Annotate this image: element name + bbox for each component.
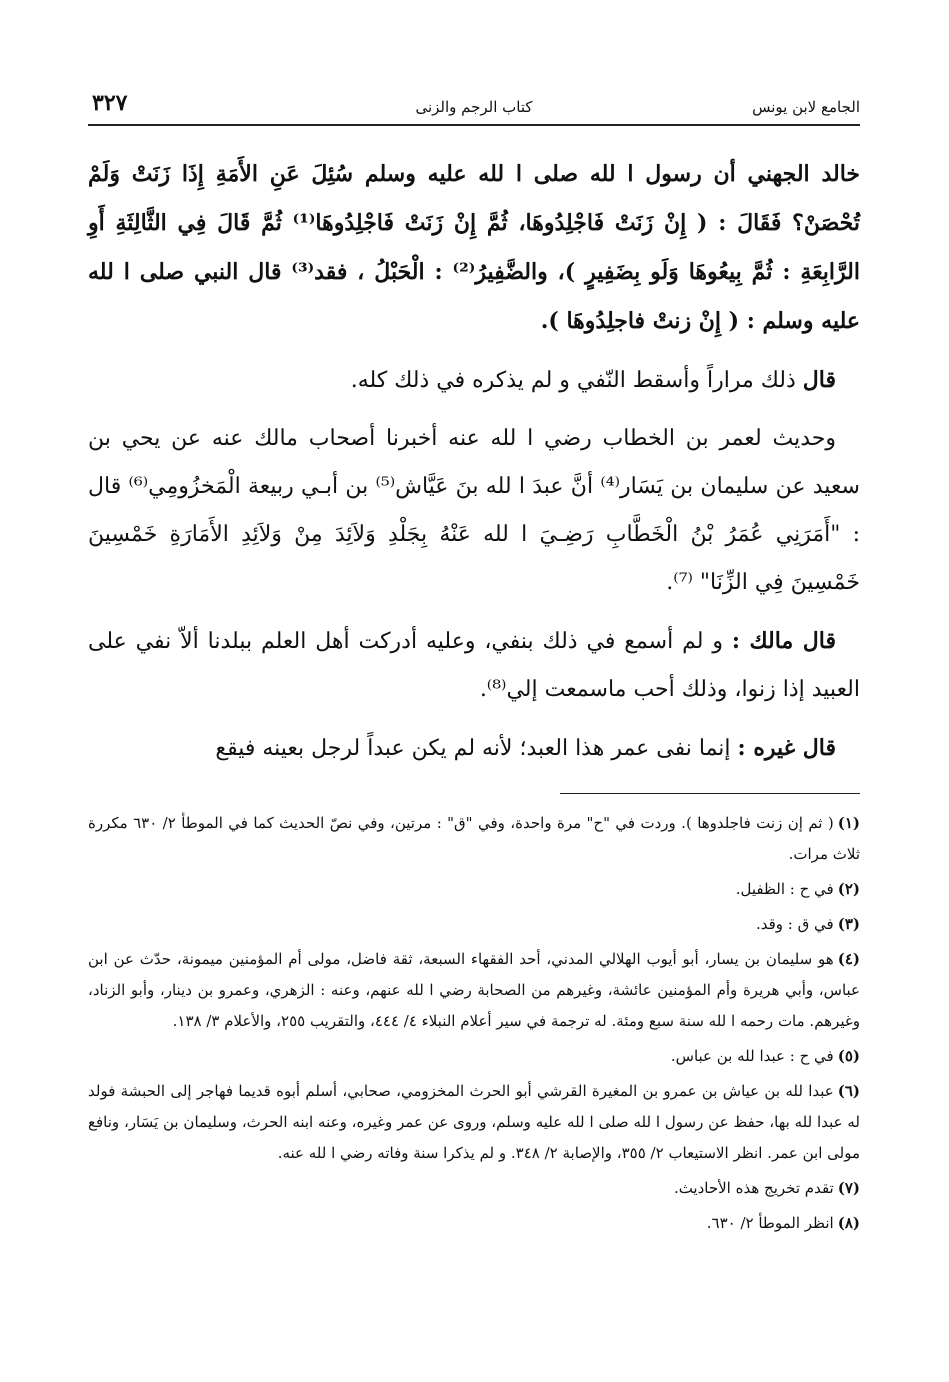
footnote <box>88 909 860 940</box>
footnote-number: (٧) <box>837 1179 860 1197</box>
footnote <box>88 1173 860 1204</box>
footnote-number: (٨) <box>837 1214 860 1232</box>
footnote <box>88 1208 860 1239</box>
footnote-number: (٢) <box>837 880 860 898</box>
footnote-number: (٤) <box>837 950 860 968</box>
footnote-separator <box>560 793 860 794</box>
footnote <box>88 1041 860 1072</box>
paragraph-4-lead: قال مالك : <box>731 628 836 654</box>
paragraph-2 <box>88 356 860 405</box>
paragraph-5 <box>88 724 860 773</box>
paragraph-4 <box>88 617 860 714</box>
footnote <box>88 874 860 905</box>
footnote-text: في ح : عبدا لله بن عباس. <box>670 1047 834 1065</box>
paragraph-3 <box>88 415 860 607</box>
footnote-text: تقدم تخريج هذه الأحاديث. <box>673 1179 834 1197</box>
page-number: ٣٢٧ <box>92 90 128 116</box>
paragraph-1 <box>88 150 860 346</box>
paragraph-2-text: ذلك مراراً وأسقط النّفي و لم يذكره في ذلك كله. <box>350 368 803 393</box>
paragraph-5-text: إنما نفى عمر هذا العبد؛ لأنه لم يكن عبداً لرجل بعينه فيقع <box>215 736 738 761</box>
running-header <box>88 90 860 126</box>
footnote-number: (٥) <box>837 1047 860 1065</box>
footnote-text: في ق : وقد. <box>755 915 834 933</box>
paragraph-5-lead: قال غيره : <box>737 735 836 761</box>
header-book-title: الجامع لابن يونس <box>752 98 860 116</box>
footnote <box>88 944 860 1037</box>
footnote-number: (٣) <box>837 915 860 933</box>
book-page <box>88 90 860 1243</box>
header-chapter-title: كتاب الرجم والزنى <box>415 98 533 116</box>
footnote-text: انظر الموطأ ٢/ ٦٣٠. <box>706 1214 834 1232</box>
footnote-text: في ح : الظفيل. <box>735 880 834 898</box>
footnote-number: (٦) <box>837 1082 860 1100</box>
paragraph-2-lead: قال <box>802 367 836 393</box>
footnotes <box>88 808 860 1239</box>
footnote <box>88 1076 860 1169</box>
footnote-number: (١) <box>837 814 861 832</box>
footnote-text: ( ثم إن زنت فاجلدوها ). وردت في "ح" مرة واحدة، وفي "ق" : مرتين، وفي نصّ الحديث كما في الموطأ ٢/ ٦٣٠ مكررة ثلاث مرات. <box>88 814 860 863</box>
paragraph-4-text: و لم أسمع في ذلك بنفي، وعليه أدركت أهل العلم ببلدنا ألاّ نفي على العبيد إذا زنوا، وذلك أحب ماسمعت إلي⁽⁸⁾. <box>88 629 860 702</box>
paragraph-3-text: وحديث لعمر بن الخطاب رضي ا لله عنه أخبرنا أصحاب مالك عنه عن يحي بن سعيد عن سليمان بن يَسَار⁽⁴⁾ أنَّ عبدَ ا لله بنَ عَيَّاش⁽⁵⁾ بن أبـي ربيعة الْمَخزُومِي⁽⁶⁾ قال : "أَمَرَنِي عُمَرُ بْنُ الْخَطَّابِ رَضِـيَ ا لله عَنْهُ بِجَلْدِ وَلاَئِدَ مِنْ وَلاَئِدِ الأَمَارَةِ خَمْسِينَ خَمْسِينَ فِي الزِّنَا" ⁽⁷⁾. <box>88 426 860 595</box>
paragraph-1-text: خالد الجهني أن رسول ا لله صلى ا لله عليه وسلم سُئِلَ عَنِ الأَمَةِ إِذَا زَنَتْ وَلَمْ تُحْصَنْ؟ فَقَالَ : ( إِنْ زَنَتْ فَاجْلِدُوهَا، ثُمَّ إِنْ زَنَتْ فَاجْلِدُوهَا⁽¹⁾ ثُمَّ قَالَ فِي الثَّالِثَةِ أَوِ الرَّابِعَةِ : ثُمَّ بِيعُوهَا وَلَو بِضَفِيرٍ )، والضَّفِيرُ⁽²⁾ : الْحَبْلُ ، فقد⁽³⁾ قال النبي صلى ا لله عليه وسلم : ( إِنْ زنتْ فاجلِدُوهَا ). <box>88 161 861 334</box>
footnote-text: هو سليمان بن يسار، أبو أيوب الهلالي المدني، أحد الفقهاء السبعة، ثقة فاضل، مولى أم المؤمنين ميمونة، حدّث عن ابن عباس، وأبي هريرة وأم المؤمنين عائشة، وغيرهم من الصحابة رضي ا لله عنهم، وعنه : الزهري، وعمرو بن دينار، وأبو الزناد، وغيرهم. مات رحمه ا لله سنة سبع ومئة. له ترجمة في سير أعلام النبلاء ٤/ ٤٤٤، والتقريب ٢٥٥، والأعلام ٣/ ١٣٨. <box>88 950 860 1030</box>
footnote <box>88 808 860 870</box>
main-text <box>88 150 860 773</box>
footnote-text: عبدا لله بن عياش بن عمرو بن المغيرة القرشي أبو الحرث المخزومي، صحابي، أسلم أبوه قديما فهاجر إلى الحبشة فولد له عبدا لله بها، حفظ عن رسول ا لله صلى ا لله عليه وسلم، وروى عن عمر وغيره، وعنه ابنه الحرث، وسليمان بن يَسَار، ونافع مولى ابن عمر. انظر الاستيعاب ٢/ ٣٥٥، والإصابة ٢/ ٣٤٨. و لم يذكرا سنة وفاته رضي ا لله عنه. <box>88 1082 860 1162</box>
